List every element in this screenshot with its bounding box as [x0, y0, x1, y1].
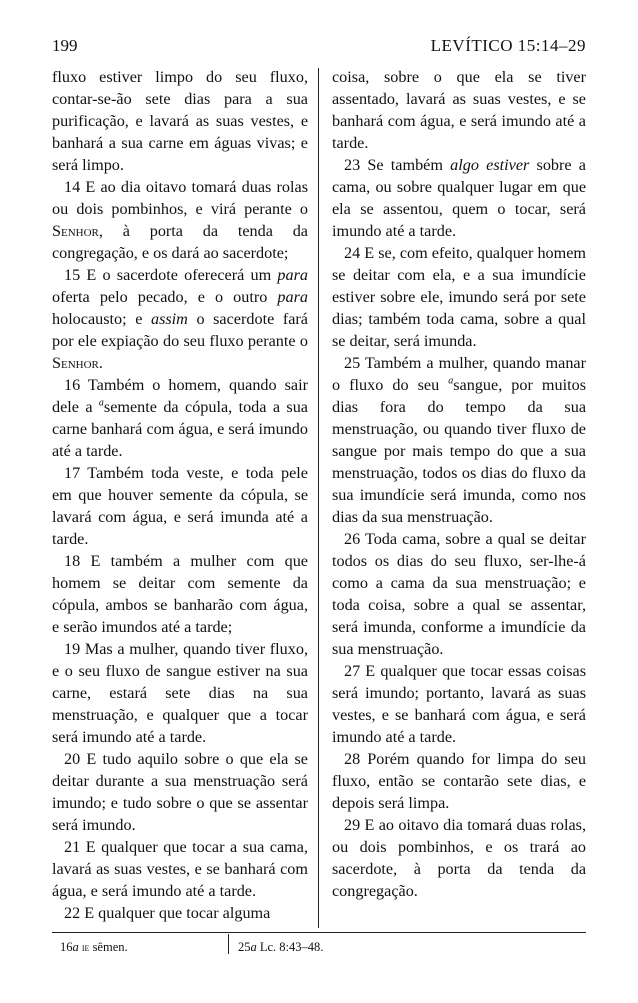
footnote-text: Lc. 8:43–48. [259, 940, 324, 954]
footnote-marker: a [448, 375, 454, 387]
verse-paragraph [332, 242, 586, 352]
footnote-key: a [250, 940, 257, 954]
footnote-ref: 25 [238, 940, 251, 954]
left-column [52, 66, 308, 924]
verse-paragraph [332, 528, 586, 660]
verse-text: 18 E também a mulher com que homem se deitar com semente da cópula, ambos se banharão com água, e serão imundos até a tarde; [52, 552, 308, 636]
verse-text: 16 Também o homem, quando sair dele a [52, 376, 308, 416]
footnote-text: sêmen. [92, 940, 128, 954]
italic-text: para [277, 266, 308, 284]
verse-paragraph [52, 66, 308, 176]
right-column [332, 66, 586, 902]
verse-text: o sacerdote fará por ele expiação do seu fluxo perante o [52, 310, 308, 350]
verse-paragraph [332, 748, 586, 814]
italic-text: algo estiver [450, 156, 530, 174]
page-header [52, 36, 586, 64]
footnote-25a [238, 940, 323, 955]
verse-text: sobre a cama, ou sobre qualquer lugar em que ela se assentou, quem o tocar, será imundo até a tarde. [332, 156, 586, 240]
verse-paragraph [52, 374, 308, 462]
verse-paragraph [52, 748, 308, 836]
footnote-key: a [72, 940, 79, 954]
verse-text: . [98, 354, 103, 372]
italic-text: assim [150, 310, 188, 328]
small-caps-text: Senhor [52, 354, 99, 372]
verse-paragraph [332, 814, 586, 902]
verse-paragraph [52, 462, 308, 550]
verse-text: semente da cópula, toda a sua carne banhará com água, e será imundo até a tarde. [52, 398, 308, 460]
verse-text: 28 Porém quando for limpa do seu fluxo, então se contarão sete dias, e depois será limpa. [332, 750, 586, 812]
verse-text: 22 E qualquer que tocar alguma [64, 904, 271, 922]
verse-text: , à porta da tenda da congregação, e os dará ao sacerdote; [52, 222, 308, 262]
verse-paragraph [52, 550, 308, 638]
verse-text: oferta pelo pecado, e o outro [52, 288, 278, 306]
footnote-16a [60, 940, 128, 955]
verse-text: 29 E ao oitavo dia tomará duas rolas, ou dois pombinhos, e os trará ao sacerdote, à porta da tenda da congregação. [332, 816, 586, 900]
verse-text: 20 E tudo aquilo sobre o que ela se deitar durante a sua menstruação será imundo; e tudo sobre o que se assentar será imundo. [52, 750, 308, 834]
verse-paragraph [52, 638, 308, 748]
verse-text: 26 Toda cama, sobre a qual se deitar todos os dias do seu fluxo, ser-lhe-á como a cama da sua menstruação; e toda coisa, sobre a qual se assentar, será imunda, conforme a imundície da sua menstruação. [332, 530, 586, 658]
footnote-divider [52, 932, 586, 933]
footnote-abbr: ie [81, 942, 90, 954]
verse-paragraph [332, 352, 586, 528]
verse-text: 19 Mas a mulher, quando tiver fluxo, e o seu fluxo de sangue estiver na sua carne, estará sete dias na sua menstruação, e qualquer que a tocar será imundo até a tarde. [52, 640, 308, 746]
verse-text: 21 E qualquer que tocar a sua cama, lavará as suas vestes, e se banhará com água, e será imundo até a tarde. [52, 838, 308, 900]
verse-text: 14 E ao dia oitavo tomará duas rolas ou dois pombinhos, e virá perante o [52, 178, 308, 218]
verse-paragraph [332, 660, 586, 748]
verse-text: 23 Se também [344, 156, 451, 174]
page-number: 199 [52, 36, 78, 55]
verse-text: 24 E se, com efeito, qualquer homem se deitar com ela, e a sua imundície estiver sobre ele, imundo será por sete dias; também toda cama, sobre a qual se deitar, será imunda. [332, 244, 586, 350]
footnote-separator [228, 934, 229, 954]
verse-paragraph [52, 264, 308, 374]
italic-text: para [277, 288, 308, 306]
verse-paragraph [332, 154, 586, 242]
small-caps-text: Senhor [52, 222, 99, 240]
verse-text: 27 E qualquer que tocar essas coisas será imundo; portanto, lavará as suas vestes, e se banhará com água, e será imundo até a tarde. [332, 662, 586, 746]
verse-text: fluxo estiver limpo do seu fluxo, contar-se-ão sete dias para a sua purificação, e lavará as suas vestes, e banhará a sua carne em águas vivas; e será limpo. [52, 68, 308, 174]
verse-paragraph [52, 176, 308, 264]
verse-paragraph [332, 66, 586, 154]
running-head: LEVÍTICO 15:14–29 [430, 36, 586, 55]
verse-paragraph [52, 836, 308, 902]
verse-text: sangue, por muitos dias fora do tempo da sua menstruação, ou quando tiver fluxo de sangue por mais tempo do que a sua menstruação, todos os dias do fluxo da sua imundície será imunda, como nos dias da sua menstruação. [332, 376, 587, 526]
verse-text: 25 Também a mulher, quando manar o fluxo do seu [332, 354, 586, 394]
footnote-marker: a [98, 397, 104, 409]
verse-text: 15 E o sacerdote oferecerá um [64, 266, 278, 284]
verse-paragraph [52, 902, 308, 924]
verse-text: 17 Também toda veste, e toda pele em que houver semente da cópula, se lavará com água, e será imunda até a tarde. [52, 464, 308, 548]
footnote-ref: 16 [60, 940, 73, 954]
verse-text: holocausto; e [52, 310, 151, 328]
column-divider [318, 68, 319, 928]
verse-text: coisa, sobre o que ela se tiver assentado, lavará as suas vestes, e se banhará com água, e será imundo até a tarde. [332, 68, 586, 152]
